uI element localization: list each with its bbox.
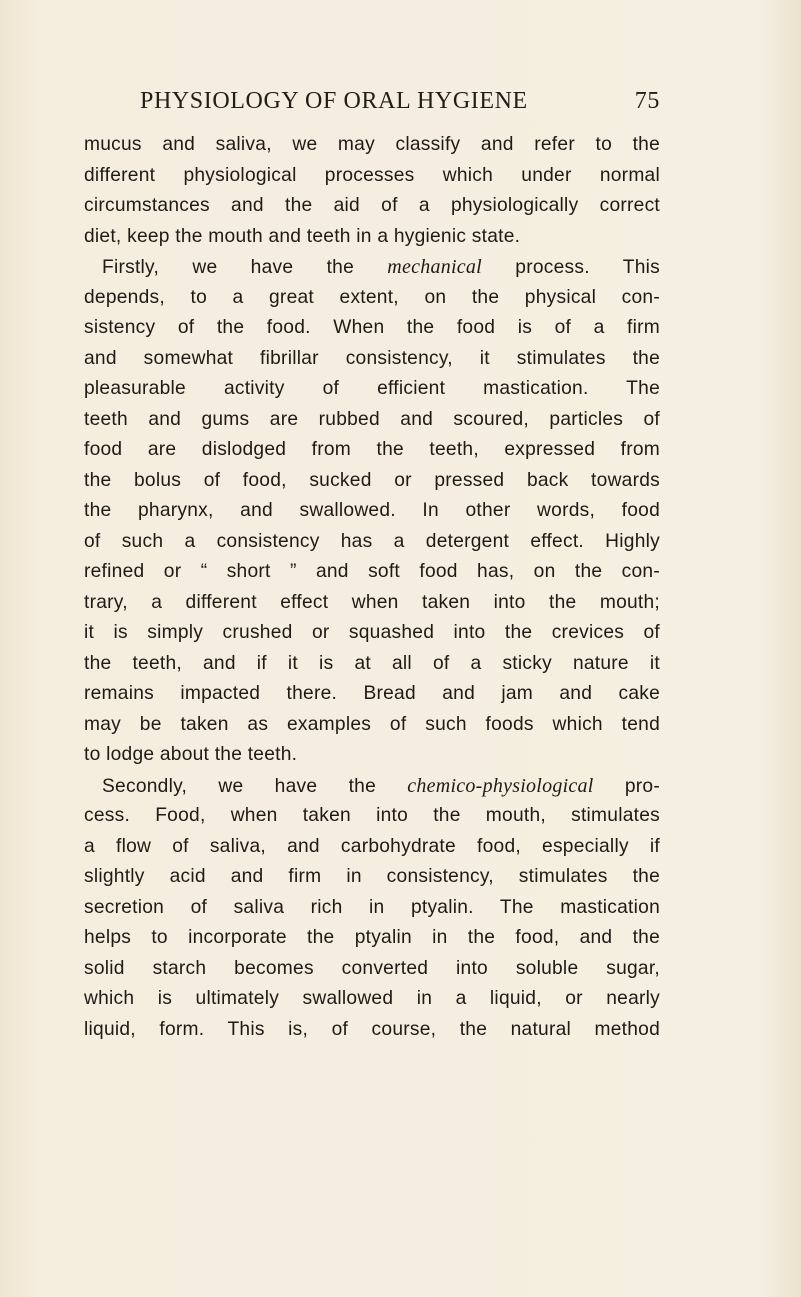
text-line: solid starch becomes converted into soluble sugar, <box>84 957 660 979</box>
page-number: 75 <box>634 88 660 114</box>
text-line: diet, keep the mouth and teeth in a hygienic state. <box>84 225 521 247</box>
text-line: different physiological processes which under normal <box>84 164 660 186</box>
text-line: secretion of saliva rich in ptyalin. The mastication <box>84 896 660 918</box>
text-line: refined or “ short ” and soft food has, on the con- <box>84 561 660 582</box>
text-line: the teeth, and if it is at all of a sticky nature it <box>84 652 660 674</box>
body-text <box>84 130 660 1045</box>
text-line: it is simply crushed or squashed into the crevices of <box>84 622 660 643</box>
text-segment: pro- <box>593 775 660 797</box>
text-line: food are dislodged from the teeth, expressed from <box>84 439 660 460</box>
text-line: a flow of saliva, and carbohydrate food, especially if <box>84 835 660 857</box>
text-segment: Firstly, we have the <box>102 257 388 278</box>
text-line: depends, to a great extent, on the physical con- <box>84 286 660 308</box>
text-line: helps to incorporate the ptyalin in the food, and the <box>84 927 660 948</box>
text-line-mechanical <box>84 252 660 283</box>
text-line: may be taken as examples of such foods which tend <box>84 713 660 735</box>
text-segment: Secondly, we have the <box>102 775 408 797</box>
running-head <box>140 88 660 124</box>
text-line: trary, a different effect when taken into the mouth; <box>84 591 660 613</box>
text-line: slightly acid and firm in consistency, stimulates the <box>84 866 660 887</box>
text-line: the pharynx, and swallowed. In other words, food <box>84 500 660 521</box>
text-line: which is ultimately swallowed in a liquid, or nearly <box>84 988 660 1009</box>
text-line: circumstances and the aid of a physiologically correct <box>84 195 660 216</box>
text-line: of such a consistency has a detergent effect. Highly <box>84 530 660 552</box>
text-line: sistency of the food. When the food is of a firm <box>84 317 660 338</box>
running-title: PHYSIOLOGY OF ORAL HYGIENE <box>140 88 528 114</box>
text-line-chemico <box>84 771 660 802</box>
text-line: and somewhat fibrillar consistency, it stimulates the <box>84 347 660 369</box>
text-line: teeth and gums are rubbed and scoured, particles of <box>84 408 660 430</box>
text-line: remains impacted there. Bread and jam and cake <box>84 683 660 704</box>
text-line: to lodge about the teeth. <box>84 744 298 765</box>
text-segment: process. This <box>481 257 660 278</box>
text-line: pleasurable activity of efficient mastication. The <box>84 378 660 399</box>
text-line: the bolus of food, sucked or pressed back towards <box>84 469 660 491</box>
italic-term: chemico-physiological <box>407 774 594 797</box>
text-line: mucus and saliva, we may classify and refer to the <box>84 134 660 155</box>
text-line: cess. Food, when taken into the mouth, stimulates <box>84 805 660 826</box>
text-line: liquid, form. This is, of course, the natural method <box>84 1018 660 1040</box>
italic-term: mechanical <box>387 256 482 278</box>
